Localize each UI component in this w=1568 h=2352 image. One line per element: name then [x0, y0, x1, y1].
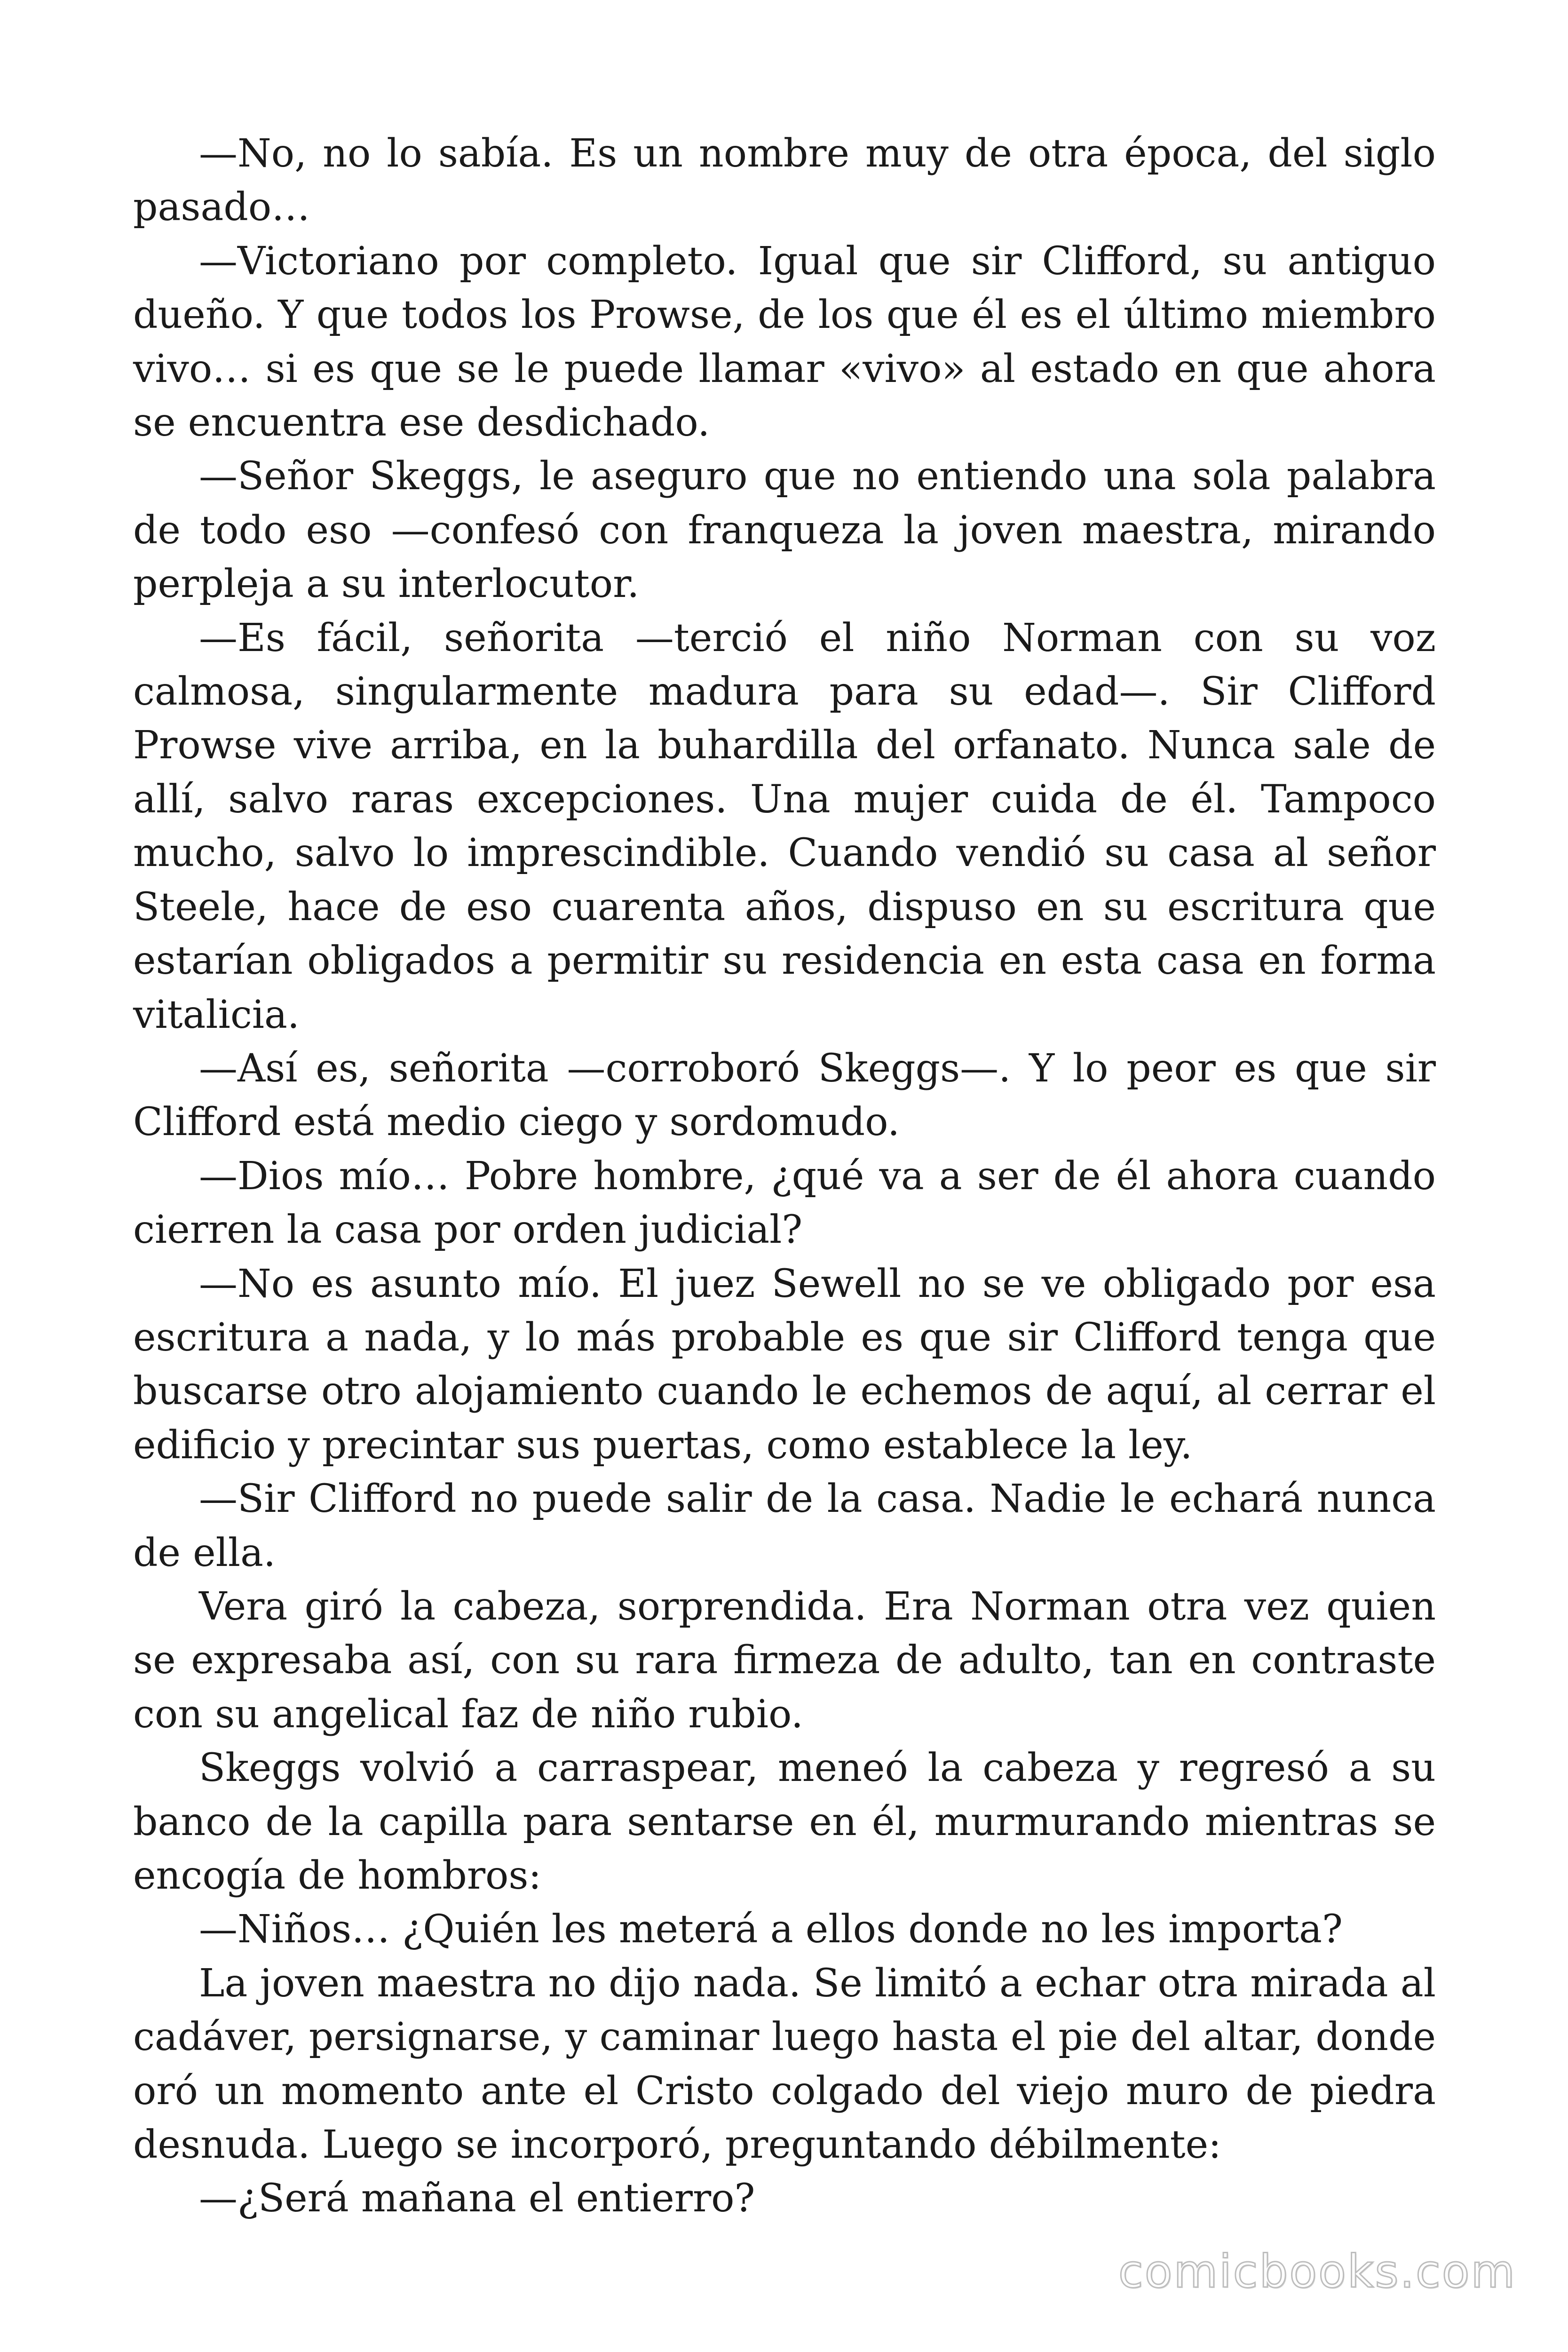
paragraph: —Victoriano por completo. Igual que sir Clifford, su antiguo dueño. Y que todos los Prowse, de los que él es el último miembro vivo… si es que se le puede llamar «vivo» al estado en que ahora se encuentra ese desdichado.	[133, 238, 1436, 445]
paragraph: —Así es, señorita —corroboró Skeggs—. Y lo peor es que sir Clifford está medio ciego y sordomudo.	[133, 1046, 1436, 1145]
paragraph: —Es fácil, señorita —terció el niño Norman con su voz calmosa, singularmente madura para su edad—. Sir Clifford Prowse vive arriba, en la buhardilla del orfanato. Nunca sale de allí, salvo raras excepciones. Una mujer cuida de él. Tampoco mucho, salvo lo imprescindible. Cuando vendió su casa al señor Steele, hace de eso cuarenta años, dispuso en su escritura que estarían obligados a permitir su residencia en esta casa en forma vitalicia.	[133, 615, 1436, 1037]
watermark: comicbooks.com	[1118, 2245, 1516, 2298]
paragraph: Vera giró la cabeza, sorprendida. Era Norman otra vez quien se expresaba así, con su rara firmeza de adulto, tan en contraste con su angelical faz de niño rubio.	[133, 1584, 1436, 1737]
paragraph: —¿Será mañana el entierro?	[199, 2176, 755, 2221]
paragraph: —Sir Clifford no puede salir de la casa. Nadie le echará nunca de ella.	[133, 1477, 1436, 1575]
paragraph: —No es asunto mío. El juez Sewell no se ve obligado por esa escritura a nada, y lo más probable es que sir Clifford tenga que buscarse otro alojamiento cuando le echemos de aquí, al cerrar el edificio y precintar sus puertas, como establece la ley.	[133, 1261, 1436, 1468]
paragraph: —Señor Skeggs, le aseguro que no entiendo una sola palabra de todo eso —confesó con franqueza la joven maestra, mirando perpleja a su interlocutor.	[133, 454, 1436, 607]
paragraph: La joven maestra no dijo nada. Se limitó a echar otra mirada al cadáver, persignarse, y caminar luego hasta el pie del altar, donde oró un momento ante el Cristo colgado del viejo muro de piedra desnuda. Luego se incorporó, preguntando débilmente:	[133, 1961, 1436, 2168]
paragraph: —No, no lo sabía. Es un nombre muy de otra época, del siglo pasado…	[133, 131, 1436, 230]
body-text	[133, 127, 1436, 2226]
paragraph: —Niños… ¿Quién les meterá a ellos donde no les importa?	[199, 1907, 1343, 1952]
paragraph: —Dios mío… Pobre hombre, ¿qué va a ser de él ahora cuando cierren la casa por orden judicial?	[133, 1153, 1436, 1253]
paragraph: Skeggs volvió a carraspear, meneó la cabeza y regresó a su banco de la capilla para sentarse en él, murmurando mientras se encogía de hombros:	[133, 1746, 1436, 1898]
